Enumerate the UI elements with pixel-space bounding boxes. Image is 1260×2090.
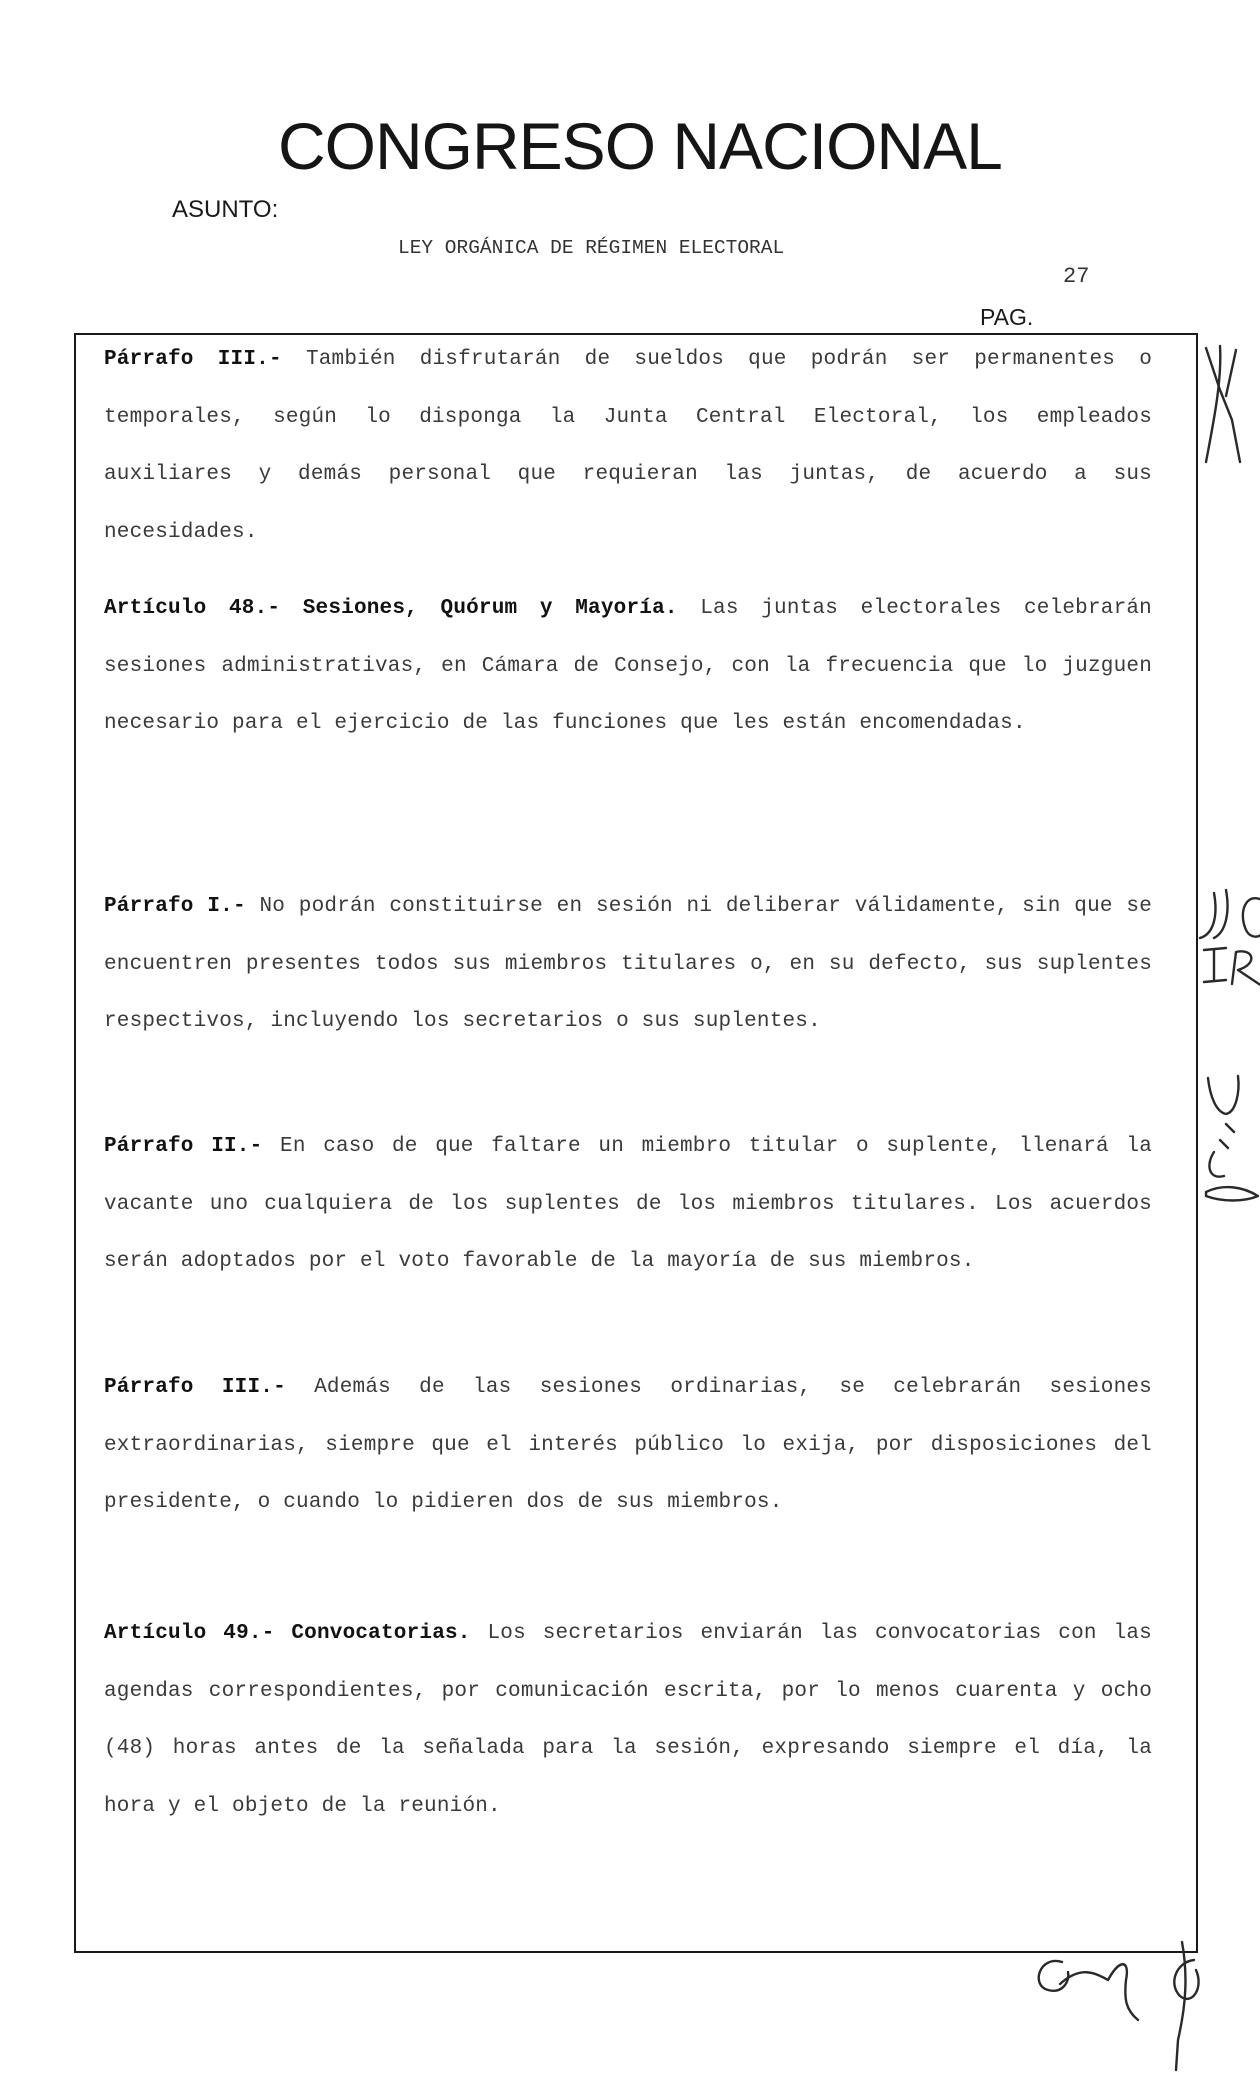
check-v	[1208, 1076, 1239, 1114]
article-label: Artículo 48.-	[104, 597, 281, 620]
paragraph-text: También disfrutarán de sueldos que podrán ser permanentes o temporales, según lo disponga la Junta Central Electoral, los empleados auxiliares y demás personal que requieran las juntas, de acuerdo a sus necesidades.	[104, 348, 1152, 544]
page-number: 27	[1063, 264, 1090, 289]
initials-jjc	[1214, 890, 1228, 938]
paragraph-p1	[104, 331, 1152, 561]
signature-bottom	[1174, 1960, 1198, 1999]
signature-bottom	[1060, 1964, 1138, 2020]
check-mark-stroke	[1206, 348, 1240, 462]
paragraph-48-1	[104, 878, 1152, 1051]
paragraph-label: Párrafo III.-	[104, 1376, 286, 1399]
page-label: PAG.	[980, 304, 1034, 330]
asunto-value: LEY ORGÁNICA DE RÉGIMEN ELECTORAL	[398, 237, 785, 259]
paragraph-label: Párrafo I.-	[104, 895, 246, 918]
initials-ir	[1232, 951, 1260, 986]
signature-bottom	[1039, 1961, 1069, 1991]
signature-bottom	[1176, 1942, 1185, 2070]
check-mark-stroke	[1206, 346, 1220, 462]
check-mark-stroke	[1226, 350, 1236, 396]
article-title: Sesiones, Quórum y Mayoría.	[302, 597, 678, 620]
paragraph-text: Además de las sesiones ordinarias, se celebrarán sesiones extraordinarias, siempre que el interés público lo exija, por disposiciones del presidente, o cuando lo pidieren dos de sus miembros.	[104, 1376, 1152, 1514]
initials-jjc	[1243, 898, 1260, 936]
paragraph-text: En caso de que faltare un miembro titular o suplente, llenará la vacante uno cualquiera de los suplentes de los miembros titulares. Los acuerdos serán adoptados por el voto favorable de la mayoría de sus miembros.	[104, 1135, 1152, 1273]
asunto-label: ASUNTO:	[172, 196, 279, 223]
institution-title: CONGRESO NACIONAL	[278, 109, 1002, 183]
paragraph-text: No podrán constituirse en sesión ni deliberar válidamente, sin que se encuentren presentes todos sus miembros titulares o, en su defecto, sus suplentes respectivos, incluyendo los secretarios o sus suplentes.	[104, 895, 1153, 1033]
initials-jjc	[1200, 893, 1215, 938]
paragraph-label: Párrafo III.-	[104, 348, 282, 371]
article-label: Artículo 49.-	[104, 1622, 275, 1645]
paragraph-48-2	[104, 1118, 1152, 1291]
signature-stroke	[1209, 1152, 1224, 1177]
signature-stroke	[1206, 1187, 1258, 1200]
article-text: Los secretarios enviarán las convocatorias con las agendas correspondientes, por comunicación escrita, por lo menos cuarenta y ocho (48) horas antes de la señalada para la sesión, expresando siempre el día, la hora y el objeto de la reunión.	[104, 1622, 1152, 1818]
article-48	[104, 580, 1152, 753]
paragraph-label: Párrafo II.-	[104, 1135, 263, 1158]
article-text: Las juntas electorales celebrarán sesiones administrativas, en Cámara de Consejo, con la frecuencia que lo juzguen necesario para el ejercicio de las funciones que les están encomendadas.	[104, 597, 1152, 735]
article-title: Convocatorias.	[291, 1622, 471, 1645]
paragraph-48-3	[104, 1359, 1152, 1532]
initials-ir	[1204, 948, 1226, 982]
article-49	[104, 1605, 1152, 1835]
check-v	[1220, 1124, 1234, 1148]
